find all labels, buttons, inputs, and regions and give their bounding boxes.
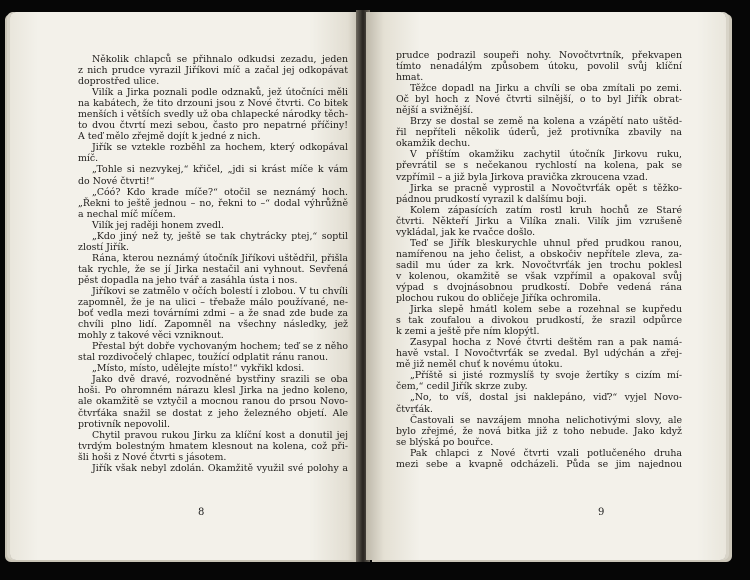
- text-line: čtvrťáka snažil se dostat z jeho železného objetí. Ale: [78, 407, 348, 419]
- left-page-number: 8: [198, 507, 205, 518]
- text-line: výpad s dvojnásobnou prudkostí. Dobře vedená rána: [396, 281, 682, 293]
- text-line: čem,“ cedil Jiřík skrze zuby.: [396, 381, 528, 393]
- text-line: Oč byl hoch z Nové čtvrti silnější, o to byl Jiřík obrat-: [396, 94, 682, 106]
- text-line: Rána, kterou neznámý útočník Jiříkovi uštědřil, přišla: [92, 252, 348, 264]
- text-line: tak rychle, že se jí Jirka nestačil ani vyhnout. Sevřená: [78, 263, 348, 275]
- text-line: namířenou na jeho čelist, a obskočiv nepřítele zleva, za-: [396, 248, 682, 260]
- text-line: čtvrťák.: [396, 403, 433, 415]
- text-line: Jiřík se vztekle rozběhl za hochem, který odkopával: [92, 142, 348, 154]
- text-line: Jirka se pracně vyprostil a Novočtvrťák opět s těžko-: [410, 182, 682, 194]
- text-line: z nich prudce vyrazil Jiříkovi míč a začal jej odkopávat: [78, 65, 348, 77]
- right-page: [366, 12, 726, 560]
- text-line: čtvrti. Někteří Jirku a Vilíka znali. Vilík jim vzrušeně: [396, 215, 682, 227]
- text-line: vykládal, jak ke rvačce došlo.: [396, 226, 536, 238]
- text-line: „No, to víš, dostal jsi naklepáno, viď?“ vyjel Novo-: [410, 392, 682, 404]
- text-line: řil nepříteli několik úderů, jež protivníka zbavily na: [396, 127, 682, 139]
- text-line: „Příště si jisté rozmyslíš ty svoje žertíky s cizím mí-: [410, 370, 682, 382]
- text-line: tímto nenadálým způsobem útoku, povolil svůj klíční: [396, 61, 682, 73]
- text-line: boť vedla mezi továrními zdmi – a že snad zde bude za: [78, 308, 348, 320]
- text-line: mohly z takové věci vzniknout.: [78, 330, 224, 342]
- text-line: „Cóó? Kdo krade míče?“ otočil se neznámý hoch.: [92, 186, 348, 198]
- text-line: hmat.: [396, 72, 424, 84]
- text-line: vzpřímil – a již byla Jirkova pravička zkroucena vzad.: [396, 171, 648, 183]
- text-line: „Místo, místo, udělejte místo!“ vykřikl kdosi.: [92, 363, 305, 375]
- text-line: mě již neměl chuť k novému útoku.: [396, 359, 563, 371]
- text-line: zlostí Jiřík.: [78, 241, 130, 253]
- text-line: menších i větších svedly už oba chlapecké národky těch-: [78, 109, 348, 121]
- text-line: Kolem zápasících zatím rostl kruh hochů ze Staré: [410, 204, 682, 216]
- text-line: pádnou prudkostí vyrazil k dalšímu boji.: [396, 193, 587, 205]
- text-line: tvrdým bolestným hmatem klesnout na kolena, což při-: [78, 440, 348, 452]
- text-line: Jiříkovi se zatmělo v očích bolestí i zlobou. V tu chvíli: [92, 285, 348, 297]
- text-line: sadil mu úder za krk. Novočtvrťák jen trochu poklesl: [396, 259, 682, 271]
- text-line: Chytil pravou rukou Jirku za klíční kost a donutil jej: [92, 429, 348, 441]
- text-line: převrátil se s nečekanou rychlostí na kolena, pak se: [396, 160, 682, 172]
- text-line: doprostřed ulice.: [78, 76, 160, 88]
- left-page-text: [78, 54, 348, 474]
- text-line: ale okamžitě se vztyčil a mocnou ranou do prsou Novo-: [78, 396, 348, 408]
- text-line: „Tohle si nezvykej,“ křičel, „jdi si krást míče k vám: [92, 164, 348, 176]
- text-line: prudce podrazil soupeři nohy. Novočtvrtník, překvapen: [396, 50, 682, 61]
- text-line: Teď se Jiřík bleskurychle uhnul před prudkou ranou,: [410, 237, 682, 249]
- text-line: Častovali se navzájem mnoha nelichotivými slovy, ale: [410, 414, 682, 426]
- text-line: se blýská po bouřce.: [396, 436, 494, 448]
- open-book: [4, 4, 746, 576]
- text-line: okamžik dechu.: [396, 138, 471, 150]
- text-line: Několik chlapců se přihnalo odkudsi zezadu, jeden: [92, 54, 348, 65]
- text-line: A teď mělo zřejmě dojít k jedné z nich.: [78, 131, 261, 143]
- text-line: k zemi a ještě pře ním klopýtl.: [396, 326, 540, 338]
- text-line: míč.: [78, 153, 99, 165]
- text-line: zapomněl, že je na ulici – třebaže málo používané, ne-: [78, 297, 348, 309]
- text-line: havě vstal. I Novočtvrťák se zvedal. Byl udýchán a zřej-: [396, 348, 682, 360]
- text-line: Zasypal hocha z Nové čtvrti deštěm ran a pak namá-: [410, 337, 682, 349]
- text-line: Vilík a Jirka poznali podle odznaků, jež útočníci měli: [92, 87, 348, 99]
- right-page-number: 9: [598, 507, 605, 518]
- right-page-text: [396, 50, 682, 470]
- text-line: „Kdo jiný než ty, ještě se tak chytrácky ptej,“ soptil: [92, 230, 348, 242]
- text-line: Brzy se dostal se země na kolena a vzápětí nato uštěd-: [410, 116, 682, 128]
- text-line: nější a svižnější.: [396, 105, 474, 117]
- text-line: bylo zřejmé, že nová bitka již z toho nebude. Jako když: [396, 425, 682, 437]
- text-line: „Řekni to ještě jednou – no, řekni to –“ dodal výhrůžně: [78, 197, 348, 209]
- text-line: plochou rukou do obličeje Jiříka ochromila.: [396, 293, 601, 305]
- text-line: Jirka slepě hmátl kolem sebe a rozehnal se kupředu: [410, 304, 682, 316]
- text-line: stal rozdivočelý chlapec, toužící odplatit ránu ranou.: [78, 352, 329, 364]
- text-line: hoši. Po ohromném nárazu klesl Jirka na jedno koleno,: [78, 385, 348, 397]
- text-line: s tak zoufalou a divokou prudkostí, že srazil odpůrce: [396, 315, 682, 327]
- text-line: protivník nepovolil.: [78, 418, 171, 430]
- text-line: V příštím okamžiku zachytil útočník Jirkovu ruku,: [410, 149, 682, 161]
- text-line: Přestal být dobře vychovaným hochem; teď se z něho: [92, 341, 348, 353]
- text-line: Jiřík však nebyl zdolán. Okamžitě využil své polohy a: [92, 462, 348, 474]
- text-line: Těžce dopadl na Jirku a chvíli se oba zmítali po zemi.: [410, 83, 682, 95]
- left-page: [10, 12, 362, 560]
- text-line: do Nové čtvrti!“: [78, 175, 155, 187]
- text-line: chvíli plno lidí. Zapomněl na všechny následky, jež: [78, 319, 348, 331]
- text-line: mezi sebe a kvapně odcházeli. Půda se jim najednou: [396, 458, 682, 470]
- text-line: šli hoši z Nové čtvrti s jásotem.: [78, 451, 227, 463]
- text-line: Jako dvě dravé, rozvodněné bystřiny srazili se oba: [92, 374, 348, 386]
- text-line: na kabátech, že tito drzouni jsou z Nové čtvrti. Co bitek: [78, 98, 348, 110]
- text-line: Pak chlapci z Nové čtvrti vzali potlučeného druha: [410, 447, 682, 459]
- text-line: pěst dopadla na jeho tvář a zasáhla ústa i nos.: [78, 274, 298, 286]
- text-line: to dvou čtvrtí mezi sebou, často pro nepatrné příčiny!: [78, 120, 348, 132]
- text-line: a nechal míč míčem.: [78, 208, 176, 220]
- text-line: Vilík jej raději honem zvedl.: [92, 219, 225, 231]
- text-line: v kolenou, okamžitě se však vzpřímil a opakoval svůj: [396, 270, 682, 282]
